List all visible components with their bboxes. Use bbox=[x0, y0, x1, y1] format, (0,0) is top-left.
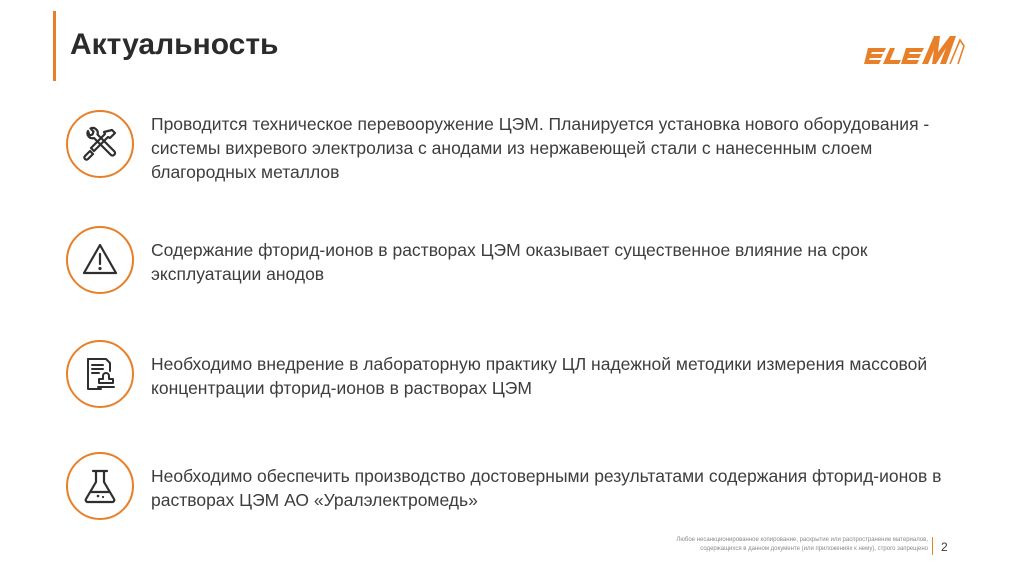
icon-circle bbox=[66, 340, 134, 408]
title-accent-bar bbox=[53, 11, 56, 81]
item-text: Необходимо внедрение в лабораторную практику ЦЛ надежной методики измерения массовой концентрации фторид-ионов в растворах ЦЭМ bbox=[151, 354, 928, 398]
copyright-line-1: Любое несанкционированное копирование, раскрытие или распространение материалов, bbox=[676, 537, 928, 543]
tools-icon bbox=[79, 123, 121, 165]
document-stamp-icon bbox=[79, 353, 121, 395]
item-text: Необходимо обеспечить производство достоверными результатами содержания фторид-ионов в растворах ЦЭМ АО «Уралэлектромедь» bbox=[151, 466, 942, 510]
warning-icon bbox=[79, 239, 121, 281]
item-text: Проводится техническое перевооружение ЦЭМ. Планируется установка нового оборудования - системы вихревого электролиза с анодами из нержавеющей стали с нанесенным слоем благородных металлов bbox=[151, 114, 930, 182]
icon-circle bbox=[66, 110, 134, 178]
flask-icon bbox=[79, 465, 121, 507]
copyright-line-2: содержащихся в данном документе (или приложениях к нему), строго запрещено bbox=[700, 546, 928, 552]
page-title: Актуальность bbox=[70, 28, 279, 61]
company-logo bbox=[864, 30, 968, 70]
page-number: 2 bbox=[941, 540, 948, 554]
icon-circle bbox=[66, 226, 134, 294]
copyright-notice bbox=[628, 536, 928, 554]
icon-circle bbox=[66, 452, 134, 520]
item-text: Содержание фторид-ионов в растворах ЦЭМ оказывает существенное влияние на срок эксплуатации анодов bbox=[151, 240, 868, 284]
footer-separator bbox=[932, 537, 933, 555]
